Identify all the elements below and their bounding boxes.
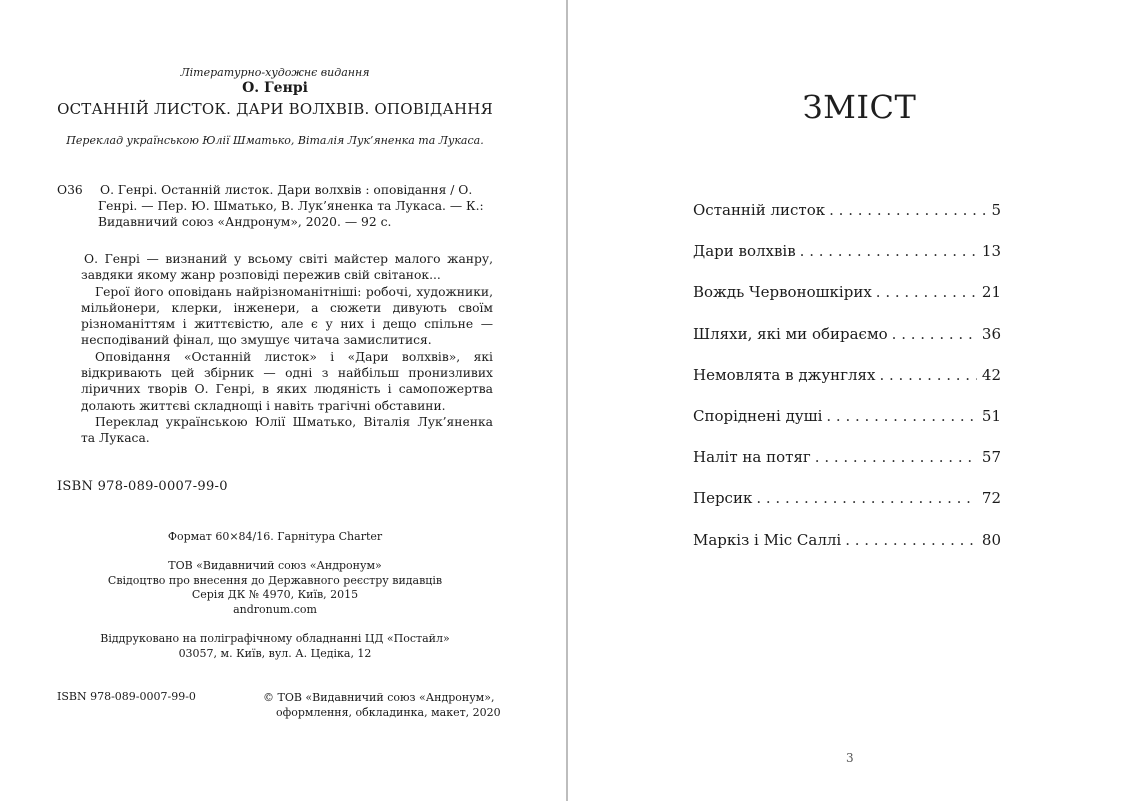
toc-entry-title: Шляхи, які ми обираємо xyxy=(693,324,888,343)
printer-line: Віддруковано на поліграфічному обладнанні ЦД «Постайл» xyxy=(100,632,450,645)
publisher-website: andronum.com xyxy=(233,602,317,616)
toc-entry-title: Дари волхвів xyxy=(693,242,796,261)
toc-entry-title: Персик xyxy=(693,489,753,508)
copyright-line: оформлення, обкладинка, макет, 2020 xyxy=(276,706,501,719)
contents-page xyxy=(568,0,1131,801)
annotation xyxy=(81,251,493,447)
toc-entry-page: 42 xyxy=(981,365,1001,384)
table-of-contents xyxy=(693,201,1001,572)
toc-entry-page: 21 xyxy=(981,283,1001,302)
toc-entry[interactable] xyxy=(693,242,1001,283)
copyright-notice xyxy=(263,690,501,720)
toc-entry-page: 5 xyxy=(991,201,1001,219)
toc-entry[interactable] xyxy=(693,283,1001,324)
toc-entry[interactable] xyxy=(693,531,1001,572)
catalog-code: О36 xyxy=(57,183,83,197)
annotation-paragraph: О. Генрі — визнаний у всьому світі майстер малого жанру, завдяки якому жанр розповіді пережив свій світанок... xyxy=(81,252,493,283)
toc-entry-page: 36 xyxy=(981,324,1001,343)
book-title: ОСТАННІЙ ЛИСТОК. ДАРИ ВОЛХВІВ. ОПОВІДАННЯ xyxy=(57,100,493,118)
catalog-entry xyxy=(98,182,497,230)
toc-entry-title: Останній листок xyxy=(693,201,826,219)
annotation-paragraph: Герої його оповідань найрізноманітніші: робочі, художники, мільйонери, клерки, інженери, а сюжети дивують своїм різноманіттям і життєвістю, але є у них і дещо спільне — несподіваний фінал, що змушує читача замислитися. xyxy=(81,284,493,348)
toc-dot-leader xyxy=(876,283,977,301)
series-label: Літературно-художнє видання xyxy=(180,66,370,79)
printer-info xyxy=(0,632,550,661)
book-author: О. Генрі xyxy=(242,80,308,96)
toc-entry-title: Маркіз і Міс Саллі xyxy=(693,530,842,549)
toc-entry[interactable] xyxy=(693,448,1001,489)
publisher-line: Серія ДК № 4970, Київ, 2015 xyxy=(191,588,359,602)
page-number: 3 xyxy=(846,751,854,765)
isbn: ISBN 978-089-0007-99-0 xyxy=(57,479,228,494)
toc-entry-page: 80 xyxy=(981,530,1001,549)
toc-entry-page: 72 xyxy=(981,489,1001,508)
isbn-bottom: ISBN 978-089-0007-99-0 xyxy=(57,690,196,703)
toc-dot-leader xyxy=(845,531,977,549)
contents-heading: ЗМІСТ xyxy=(802,88,917,126)
toc-entry[interactable] xyxy=(693,201,1001,242)
toc-entry[interactable] xyxy=(693,489,1001,530)
publisher-info xyxy=(0,559,550,617)
toc-entry-page: 13 xyxy=(981,242,1001,261)
toc-entry-title: Вождь Червоношкірих xyxy=(693,283,872,302)
toc-entry[interactable] xyxy=(693,407,1001,448)
format-line: Формат 60×84/16. Гарнітура Charter xyxy=(167,530,383,543)
toc-entry[interactable] xyxy=(693,325,1001,366)
annotation-paragraph: Оповідання «Останній листок» і «Дари волхвів», які відкривають цей збірник — одні з найбільш пронизливих ліричних творів О. Генрі, в яких людяність і самопожертва долають життєві складнощі і навіть трагічні обставини. xyxy=(81,349,493,413)
toc-entry-title: Немовлята в джунглях xyxy=(693,365,876,384)
toc-dot-leader xyxy=(826,407,977,425)
publisher-line: ТОВ «Видавничий союз «Андронум» xyxy=(168,559,382,572)
toc-dot-leader xyxy=(800,242,977,260)
toc-dot-leader xyxy=(892,325,977,343)
catalog-record xyxy=(57,182,497,230)
copyright-line: © ТОВ «Видавничий союз «Андронум», xyxy=(263,691,495,704)
toc-entry-page: 57 xyxy=(981,448,1001,467)
toc-dot-leader xyxy=(879,366,976,384)
annotation-paragraph: Переклад українською Юлії Шматько, Віталія Лук’яненка та Лукаса. xyxy=(81,414,493,446)
toc-entry[interactable] xyxy=(693,366,1001,407)
toc-dot-leader xyxy=(756,489,977,507)
toc-entry-title: Споріднені душі xyxy=(693,406,823,425)
toc-entry-title: Наліт на потяг xyxy=(693,448,811,467)
catalog-entry-text: Останній листок. Дари волхвів : оповідання / О. Генрі. — Пер. Ю. Шматько, В. Лук’яненка та Лукаса. — К.: Видавничий союз «Андронум», 2020. — 92 с. xyxy=(98,183,484,229)
toc-dot-leader xyxy=(829,201,986,219)
printer-line: 03057, м. Київ, вул. А. Цедіка, 12 xyxy=(178,646,372,660)
catalog-author: О. Генрі. xyxy=(100,183,158,197)
toc-entry-page: 51 xyxy=(981,406,1001,425)
toc-dot-leader xyxy=(815,448,977,466)
translation-note: Переклад українською Юлії Шматько, Віталія Лук’яненка та Лукаса. xyxy=(66,134,484,147)
publisher-line: Свідоцтво про внесення до Державного реєстру видавців xyxy=(107,573,443,587)
